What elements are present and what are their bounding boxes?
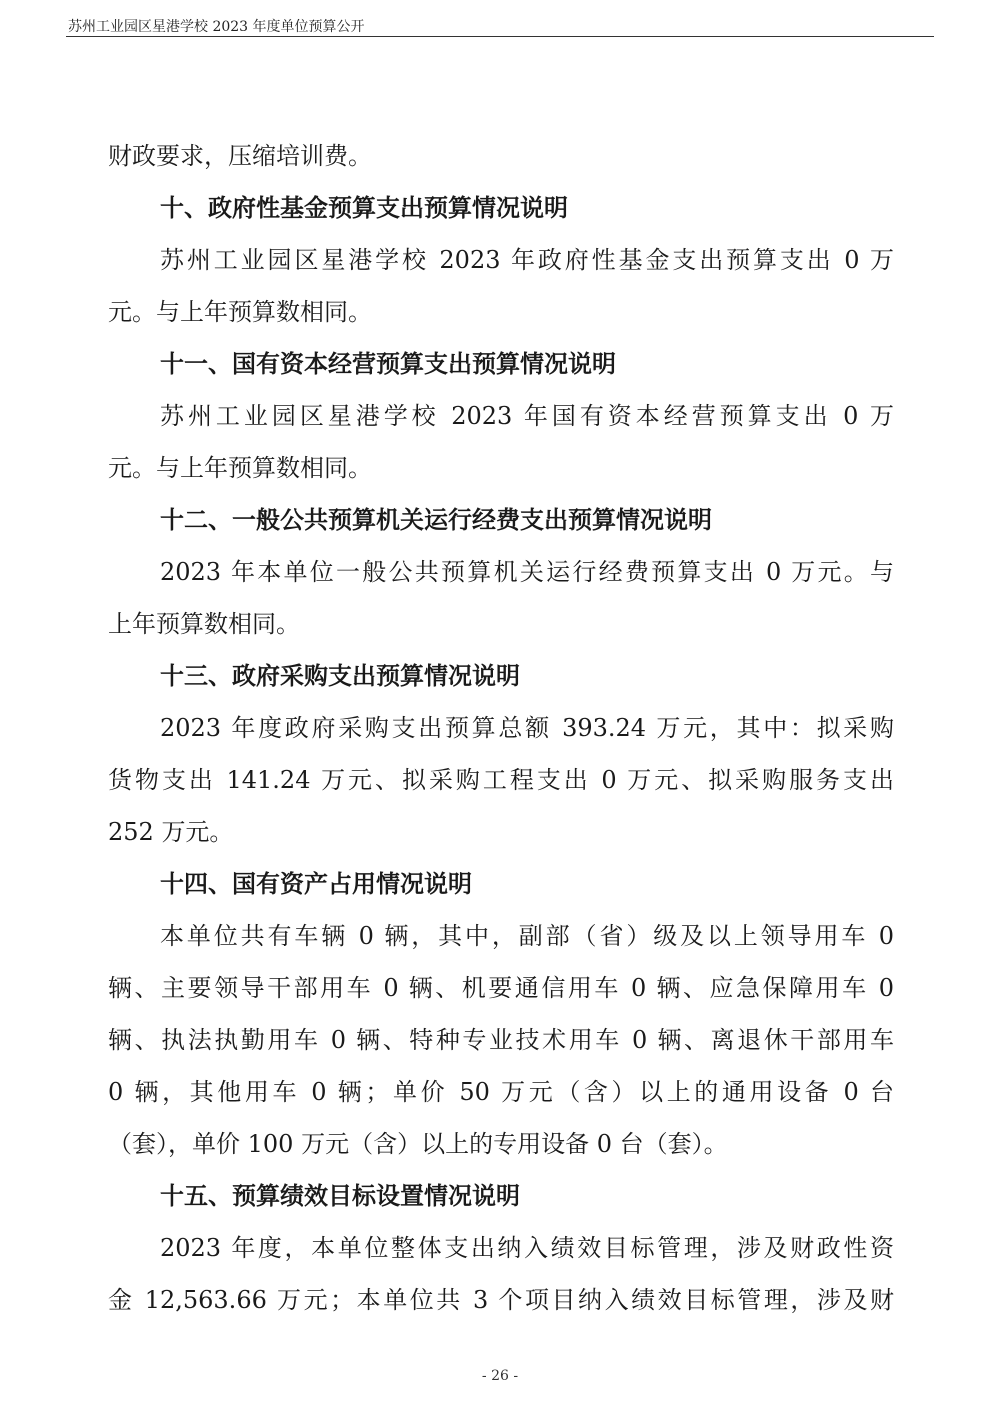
- section-heading-10: 十、政府性基金预算支出预算情况说明: [160, 194, 568, 222]
- paragraph-line: （套），单价 100 万元（含）以上的专用设备 0 台（套）。: [108, 1130, 728, 1158]
- paragraph-line: 元。与上年预算数相同。: [108, 298, 372, 326]
- paragraph-line: 财政要求，压缩培训费。: [108, 142, 372, 170]
- paragraph-line: 0 辆，其他用车 0 辆；单价 50 万元（含）以上的通用设备 0 台: [108, 1078, 894, 1106]
- document-body: [108, 130, 894, 1326]
- paragraph-line: 2023 年度政府采购支出预算总额 393.24 万元，其中：拟采购: [160, 714, 894, 742]
- paragraph-line: 元。与上年预算数相同。: [108, 454, 372, 482]
- page-number: - 26 -: [481, 1368, 519, 1384]
- header-title: 苏州工业园区星港学校 2023 年度单位预算公开: [68, 19, 365, 35]
- paragraph-line: 上年预算数相同。: [108, 610, 300, 638]
- paragraph-line: 2023 年本单位一般公共预算机关运行经费预算支出 0 万元。与: [160, 558, 894, 586]
- paragraph-line: 苏州工业园区星港学校 2023 年国有资本经营预算支出 0 万: [160, 402, 894, 430]
- paragraph-line: 本单位共有车辆 0 辆，其中，副部（省）级及以上领导用车 0: [160, 922, 894, 950]
- page-header: [66, 14, 934, 37]
- section-heading-12: 十二、一般公共预算机关运行经费支出预算情况说明: [160, 506, 712, 534]
- paragraph-line: 252 万元。: [108, 818, 234, 846]
- section-heading-11: 十一、国有资本经营预算支出预算情况说明: [160, 350, 616, 378]
- section-heading-13: 十三、政府采购支出预算情况说明: [160, 662, 520, 690]
- paragraph-line: 苏州工业园区星港学校 2023 年政府性基金支出预算支出 0 万: [160, 246, 894, 274]
- section-heading-14: 十四、国有资产占用情况说明: [160, 870, 472, 898]
- paragraph-line: 金 12,563.66 万元；本单位共 3 个项目纳入绩效目标管理，涉及财: [108, 1286, 894, 1314]
- paragraph-line: 2023 年度，本单位整体支出纳入绩效目标管理，涉及财政性资: [160, 1234, 894, 1262]
- paragraph-line: 辆、执法执勤用车 0 辆、特种专业技术用车 0 辆、离退休干部用车: [108, 1026, 894, 1054]
- section-heading-15: 十五、预算绩效目标设置情况说明: [160, 1182, 520, 1210]
- paragraph-line: 货物支出 141.24 万元、拟采购工程支出 0 万元、拟采购服务支出: [108, 766, 894, 794]
- paragraph-line: 辆、主要领导干部用车 0 辆、机要通信用车 0 辆、应急保障用车 0: [108, 974, 894, 1002]
